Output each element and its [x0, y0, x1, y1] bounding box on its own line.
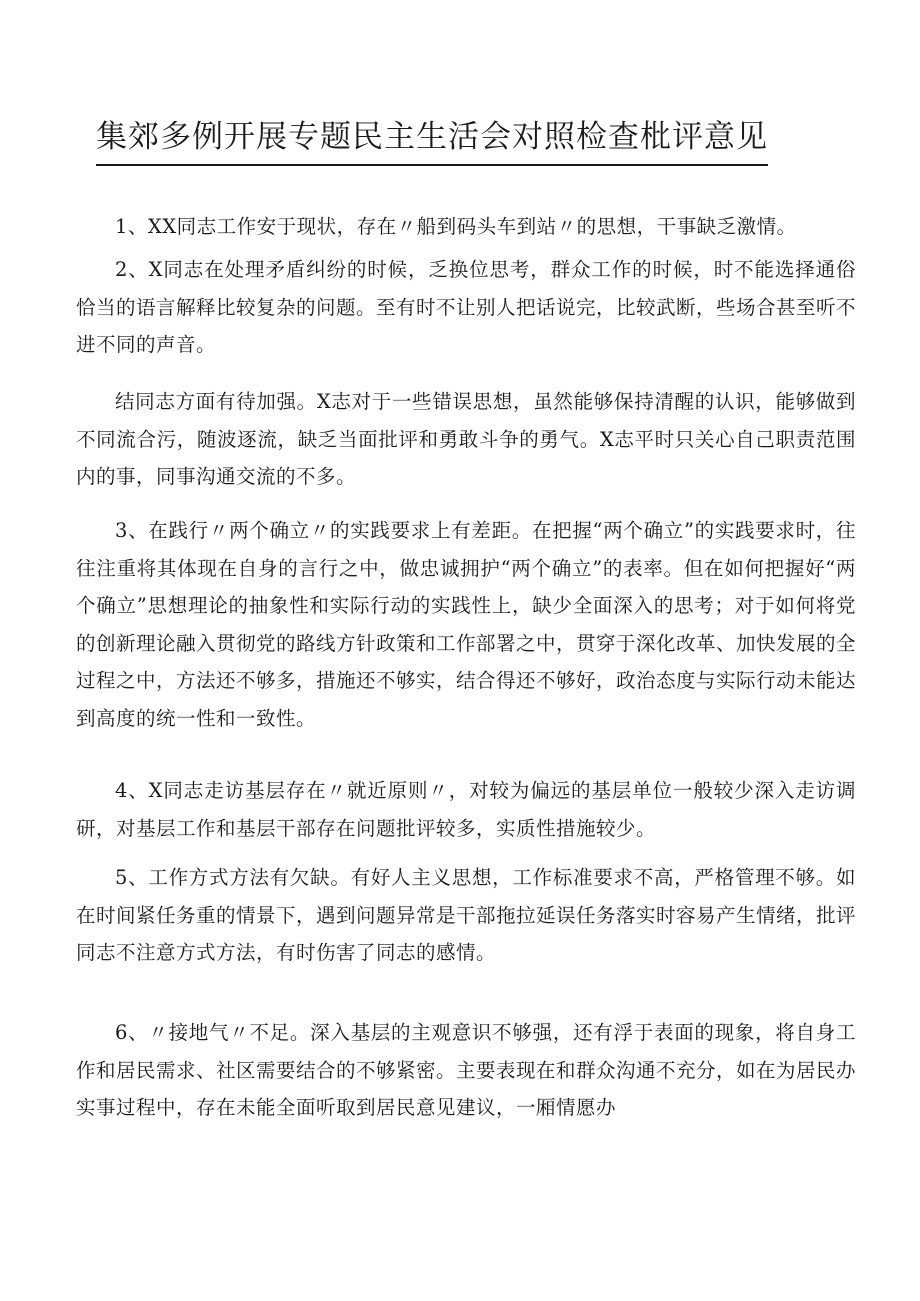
paragraph-2: 2、X同志在处理矛盾纠纷的时候，乏换位思考，群众工作的时候，时不能选择通俗恰当的语言解释比较复杂的问题。至有时不让别人把话说完，比较武断，些场合甚至听不进不同的声音。: [76, 258, 857, 356]
paragraph-1: 1、XX同志工作安于现状，存在〃船到码头车到站〃的思想，干事缺乏激情。: [115, 215, 797, 238]
document-title: 集郊多例开展专题民主生活会对照检查枇评意见: [96, 112, 768, 166]
paragraph-5: 4、X同志走访基层存在〃就近原则〃，对较为偏远的基层单位一般较少深入走访调研，对基层工作和基层干部存在问题批评较多，实质性措施较少。: [76, 779, 856, 840]
paragraph-3: 结同志方面有待加强。X志对于一些错误思想，虽然能够保持清醒的认识，能够做到不同流合污，随波逐流，缺乏当面批评和勇敢斗争的勇气。X志平时只关心自己职责范围内的事，同事沟通交流的不多。: [76, 390, 856, 488]
paragraph-6: 5、工作方式方法有欠缺。有好人主义思想，工作标准要求不高，严格管理不够。如在时间紧任务重的情景下，遇到问题异常是干部拖拉延误任务落实时容易产生情绪，批评同志不注意方式方法，有时伤害了同志的感情。: [76, 866, 857, 964]
paragraph-7: 6、〃接地气〃不足。深入基层的主观意识不够强，还有浮于表面的现象，将自身工作和居民需求、社区需要结合的不够紧密。主要表现在和群众沟通不充分，如在为居民办实事过程中，存在未能全面听取到居民意见建议，一厢情愿办: [76, 1021, 857, 1119]
paragraph-4: 3、在践行〃两个确立〃的实践要求上有差距。在把握“两个确立”的实践要求时，往往注重将其体现在自身的言行之中，做忠诚拥护“两个确立”的表率。但在如何把握好“两个确立”思想理论的抽象性和实际行动的实践性上，缺少全面深入的思考；对于如何将党的创新理论融入贯彻党的路线方针政策和工作部署之中，贯穿于深化改革、加快发展的全过程之中，方法还不够多，措施还不够实，结合得还不够好，政治态度与实际行动未能达到高度的统一性和一致性。: [76, 519, 857, 730]
